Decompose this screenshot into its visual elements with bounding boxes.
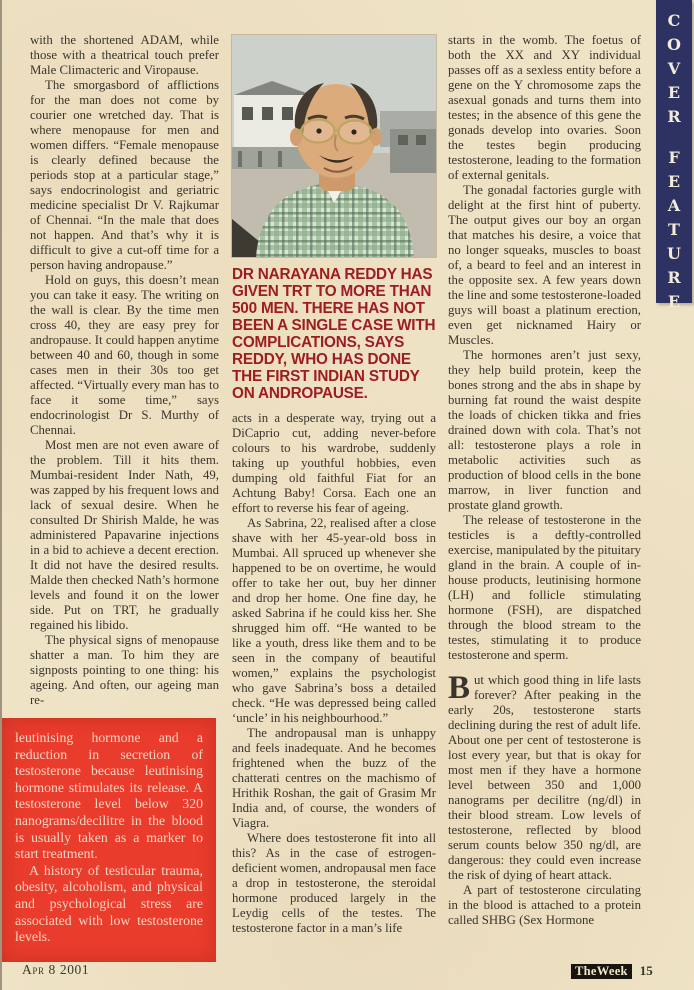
dropcap-letter: B — [448, 670, 471, 706]
left-column — [30, 33, 219, 708]
paragraph: The andropausal man is unhappy and feels inadequate. And he becomes frightened when the buzz of the chatterati centres on the machismo of Hrithik Roshan, the gait of Grasim Mr India and, of course, the wonders of Viagra. — [232, 726, 436, 830]
paragraph: The smorgasbord of afflictions for the man does not come by courier one wretched day. That is where menopause for men and women differs. “Female menopause is clearly defined because the periods stop at a particular stage,” says endocrinologist and geriatric medicine specialist Dr V. Rajkumar of Chennai. “In the male that does not happen. And that’s why it is difficult to give a cut-off time for a person having andropause.” — [30, 78, 219, 272]
paragraph: The release of testosterone in the testicles is a deftly-controlled exercise, manipulated by the pituitary gland in the brain. A couple of in-house products, leutinising hormone (LH) and follicle stimulating hormone (FSH), are dispatched through the blood stream to the testes, stimulating it to produce testosterone and sperm. — [448, 513, 641, 662]
page-number: 15 — [639, 963, 653, 978]
red-sidebar-box — [2, 718, 216, 962]
paragraph: A part of testosterone circulating in the blood is attached to a protein called SHBG (Sex Hormone — [448, 883, 641, 927]
banner-word-feature: FEATURE — [664, 148, 684, 316]
footer-right — [571, 963, 653, 979]
paragraph: As Sabrina, 22, realised after a close shave with her 45-year-old boss in Mumbai. All spruced up whenever she happened to be on overtime, he would offer to take her out, buy her dinner and drop her home. One fine day, he asked Sabrina if he could kiss her. She shrugged him off. “He wanted to be like a youth, dress like them and to be seen in the company of beautiful women,” explains the psychologist who gave Sabrina’s boss a detailed check. “He was depressed being called ‘uncle’ in his neighbourhood.” — [232, 516, 436, 725]
paragraph-text: ut which good thing in life lasts forever? After peaking in the early 20s, testosterone starts declining during the rest of adult life. About one per cent of testosterone is lost every year, but that is okay for most men if they have a hormone level between 350 and 1,000 nanograms per decilitre (ng/dl) in their blood stream. Low levels of testosterone, reflected by blood serum counts below 350 ng/dl, are dangerous: they could even increase the risk of dying of heart attack. — [448, 673, 641, 882]
paragraph: The physical signs of menopause shatter a man. To him they are signposts pointing to one thing: his ageing. And often, our ageing man re- — [30, 633, 219, 707]
portrait-photo-illustration — [232, 35, 436, 257]
paragraph: leutinising hormone and a reduction in secretion of testosterone because leutinising hormone stimulates its release. A testosterone level below 320 nanograms/decilitre in the blood is usually taken as a marker to start treatment. — [15, 730, 203, 862]
portrait-photo — [232, 35, 436, 257]
cover-feature-banner — [656, 0, 692, 316]
middle-column — [232, 411, 436, 936]
footer-date: Apr 8 2001 — [22, 962, 90, 977]
paragraph: starts in the womb. The foetus of both the XX and XY individual passes off as a sexless entity before a gene on the Y chromosome zaps the asexual gonads and turns them into testes; in the absence of this gene the gonads develop into ovaries. Soon the testes begin producing testosterone, leading to the formation of external genitals. — [448, 33, 641, 182]
paragraph: Most men are not even aware of the problem. Till it hits them. Mumbai-resident Inder Nath, 49, was zapped by his frequent lows and lack of sexual desire. When he consulted Dr Shirish Malde, he was administered Papavarine injections in a bid to achieve a decent erection. It did not have the desired results. Malde then checked Nath’s hormone levels and found it on the lower side. Put on TRT, he gradually regained his libido. — [30, 438, 219, 632]
paragraph-with-dropcap — [448, 670, 641, 883]
magazine-logo: TheWeek — [571, 964, 632, 979]
pull-quote: DR NARAYANA REDDY HAS GIVEN TRT TO MORE THAN 500 MEN. THERE HAS NOT BEEN A SINGLE CASE WITH COMPLICATIONS, SAYS REDDY, WHO HAS DONE THE FIRST INDIAN STUDY ON ANDROPAUSE. — [232, 266, 436, 402]
right-column — [448, 33, 641, 928]
paragraph: The gonadal factories gurgle with delight at the first hint of puberty. The output gives our boy an organ that matches his desire, a voice that no longer squeaks, muscles to boast of, a beard to feel and an interest in the opposite sex. A few years down the line and some testosterone-loaded guys will boast a platinum erection, even get nicknamed Hairy or Muscles. — [448, 183, 641, 347]
paragraph: Hold on guys, this doesn’t mean you can take it easy. The writing on the wall is clear. By the time men cross 40, they are easy prey for andropause. It could happen anytime between 40 and 60, though in some cases men in their 30s too get affected. “Virtually every man has to face it some time,” says endocrinologist Dr S. Murthy of Chennai. — [30, 273, 219, 437]
paragraph: with the shortened ADAM, while those with a theatrical touch prefer Male Climacteric and Viropause. — [30, 33, 219, 77]
paragraph: The hormones aren’t just sexy, they help build protein, keep the bones strong and the abs in shape by burning fat round the waist despite the loads of chicken tikka and fries drained down with cola. That’s not all: testosterone plays a role in metabolic activities such as production of blood cells in the bone marrow, in liver function and prostate gland growth. — [448, 348, 641, 512]
paragraph: Where does testosterone fit into all this? As in the case of estrogen-deficient women, andropausal men face a drop in testosterone, the steroidal hormone produced largely in the Leydig cells of the testes. The testosterone factor in a man’s life — [232, 831, 436, 935]
banner-word-cover: COVER — [664, 11, 684, 131]
paragraph: A history of testicular trauma, obesity, alcoholism, and physical and psychological stress are associated with low testosterone levels. — [15, 862, 203, 945]
paragraph: acts in a desperate way, trying out a DiCaprio cut, adding never-before colours to his wardrobe, suddenly taking up youthful hobbies, even dumping old faithful Fiat for an Achtung Baby! Corsa. Each one an effort to reverse his fear of ageing. — [232, 411, 436, 515]
